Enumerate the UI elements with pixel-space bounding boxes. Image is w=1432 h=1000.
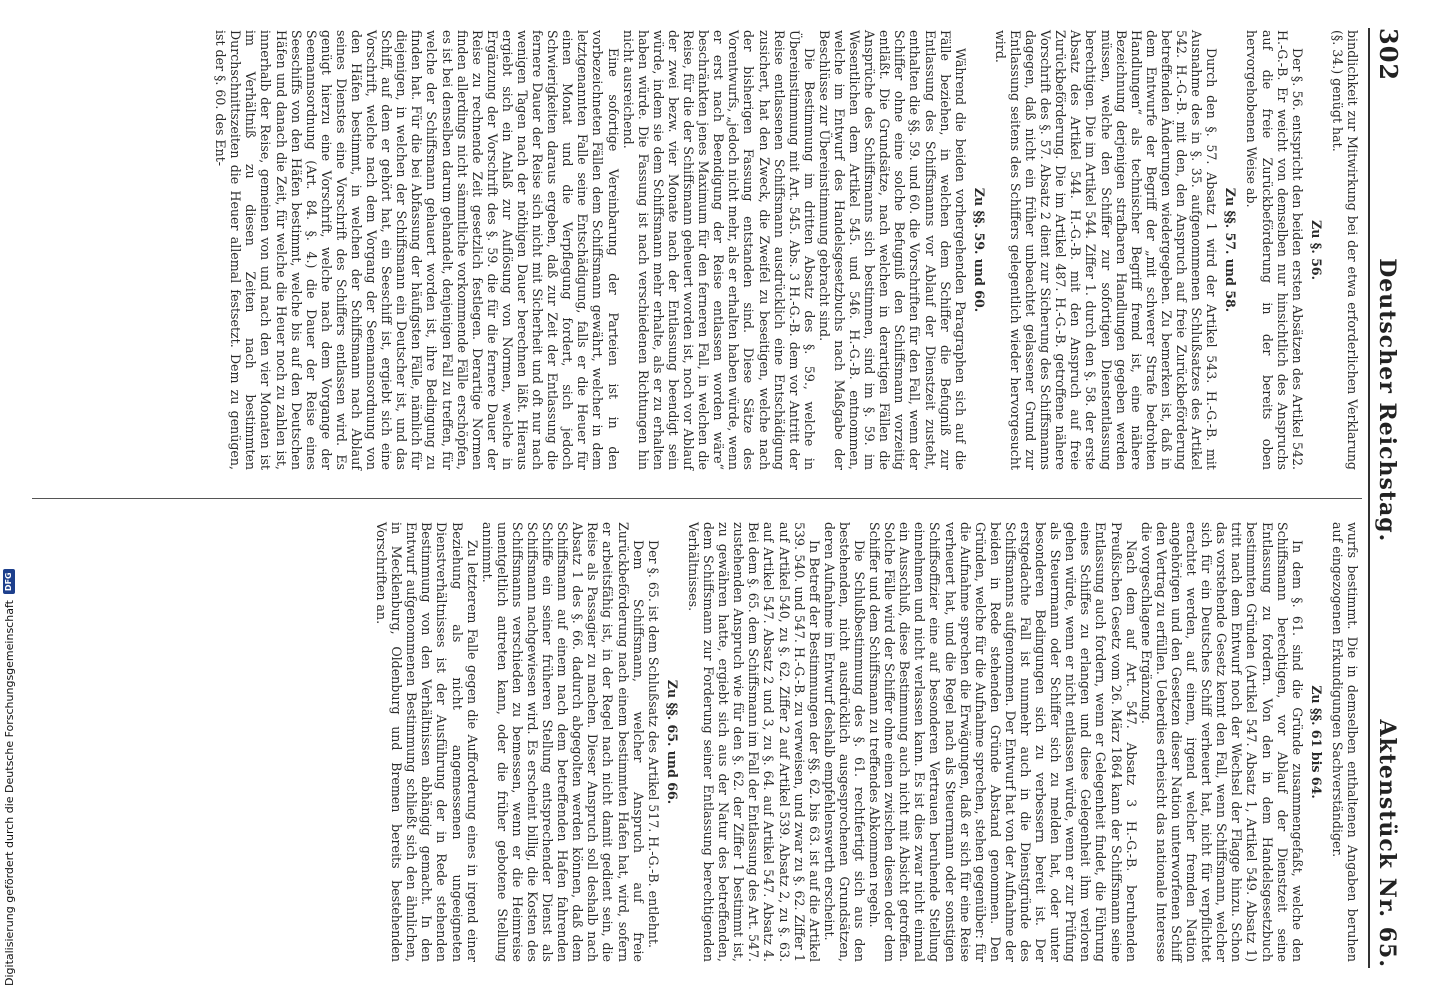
paragraph: wurfs bestimmt. Die in demselben enthaltenen Angaben beruhen auf eingezogenen Erkundigungen Sachverständiger. (1329, 522, 1360, 962)
paragraph: Zu letzterem Falle gegen die Aufforderung eines in irgend einer Beziehung als nicht angemessenen ungeeigneten Dienstverhältnisses ist der Ausführung der in Rede stehenden Bestimmung von den Verhältnissen abhängig gemacht. In den Entwurf aufgenommenen Bestimmung schließt sich den ähnlichen, in Mecklenburg, Oldenburg und Bremen bereits bestehenden Vorschriften an. (374, 522, 480, 962)
paragraph: Die Schlußbestimmung des §. 61. rechtfertigt sich aus den bestehenden, nicht ausdrücklich ausgesprochenen Grundsätzen, deren Aufnahme im Entwurf deshalb empfehlenswerth erscheint. (821, 522, 867, 962)
page-header (1374, 28, 1414, 968)
paragraph: Eine sofortige Vereinbarung der Parteien ist in den vorbezeichneten Fällen dem Schiffsmann gewährt, welcher in dem letztgenannten Falle seine Entschädigung, falls er die Heuer für einen Monat und die Verpflegung fordert, sich jedoch Schwierigkeiten daraus ergeben, daß zur Zeit der Entlassung die fernere Dauer der Reise sich nicht mit Sicherheit und oft nur nach wenigen Tagen nach der nöthigen Dauer berechnen läßt. Hieraus ergiebt sich ein Anlaß zur Auflösung von Normen, welche in Ergänzung der Vorschrift des §. 59. die für die fernere Dauer der Reise zu rechnende Zeit gesetzlich festlegen. Derartige Normen finden allerdings nicht sämmtliche vorkommende Fälle erschöpfen, es ist bei denselben darum gehandelt, denjenigen Fall zu treffen, für welche der Schiffsmann gehauert worden ist, ihre Bedingung zu finden hat. Für die bei Abfassung der häufigsten Fälle, nämlich für diejenigen, in welchen der Schiffsmann ein Deutscher ist, und das Schiff, auf dem er gehört hat, ein Seeschiff ist, ergiebt sich eine Vorschrift, welche nach dem Vorgang der Seemannsordnung von den Häfen bestimmt, in welchen der Schiffsmann nach Ablauf seines Dienstes eine Vorschrift des Schiffers entlassen wird. Es genügt hierzu eine Vorschrift, welche nach dem Vorgange der Seemannsordnung (Art. 84. §. 4.) die Dauer der Reise eines Seeschiffs von den Häfen bestimmt, welche bis auf den Deutschen Häfen und danach die Zeit, für welche die Heuer noch zu zahlen ist, innerhalb der Reise, gemeinen von und nach den vier Monaten ist im Verhältniß zu diesen Zeiten nach bestimmten Durchschnittszeiten die Heuer allemal festsetzt. Dem zu genügen, ist der §. 60. des Ent- (213, 30, 621, 470)
paragraph: Nach dem auf Art. 547. Absatz 3 H.-G.-B. beruhenden Preußischen Gesetz vom 26. März 1864 kann der Schiffsmann seine Entlassung auch fordern, wenn er Gelegenheit findet, die Führung eines Schiffes zu erlangen und diese Gelegenheit ihm verloren gehen würde, wenn er nicht entlassen würde, wenn er zur Prüfung als Steuermann oder Schiffer sich zu melden hat, oder unter besonderen Bedingungen sich zu verbessern bereit ist. Der erstgedachte Fall ist nunmehr auch in die Dienstgründe des Schiffsmanns aufgenommen. Der Entwurf hat von der Aufnahme der beiden in Rede stehenden Gründe Abstand genommen. Den Gründen, welche für die Aufnahme sprechen, stehen gegenüber: für die Aufnahme sprechen die Erwägungen, daß er sich für eine Reise verheuert hat, und die Regel nach als Steuermann oder sonstigen Schiffsoffizier eine auf besonderen Vertrauen beruhende Stellung einnehmen und nicht verlassen kann. Es ist dies zwar nicht einmal ein Ausschluß, diese Bestimmung auch nicht mit Absicht getroffen. Solche Fälle wird der Schiffer ohne einen zwischen diesen oder dem Schiffer und dem Schiffsmann zu treffendes Abkommen regeln. (867, 522, 1139, 962)
digitization-text: Digitalisierung gefördert durch die Deutsche Forschungsgemeinschaft (2, 600, 16, 986)
paragraph: Der §. 65. ist dem Schlußsatz des Artikel 517. H.-G.-B. entlehnt. (645, 540, 661, 949)
paragraph: Durch den §. 57. Absatz 1 wird der Artikel 543. H.-G.-B. mit Ausnahme des in §. 35. aufgenommenen Schlußsatzes des Artikel 542. H.-G.-B. mit den, den Anspruch auf freie Zurückbeförderung betreffenden Änderungen wiedergegeben. Zu bemerken ist, daß in dem Entwurfe der Begriff der „mit schwerer Strafe bedrohten Handlungen“ als technischer Begriff fremd ist, eine nähere Bezeichnung derjenigen strafbaren Handlungen gegeben werden müssen, welche den Schiffer zur sofortigen Dienstentlassung berechtigen. Die im Artikel 544. Ziffer 1. durch den §. 58. der erste Absatz des Artikel 544. H.-G.-B. mit den Anspruch auf freie Zurückbeförderung. Die im Artikel 487. H.-G.-B. getroffene nähere Vorschrift des §. 57. Absatz 2 dient zur Sicherung des Schiffsmanns dagegen, daß nicht ein früher unbeachtet gelassener Grund zur Entlassung seitens des Schiffers gelegentlich wieder hervorgesucht wird. (992, 30, 1220, 470)
right-column (374, 522, 1360, 962)
section-heading: Zu §. 56. (1308, 220, 1324, 280)
column-divider (32, 498, 1362, 499)
paragraph: Die Bestimmung im dritten Absatz des §. 59., welche in Übereinstimmung mit Art. 545. Abs. 3 H.-G.-B. dem vor Antritt der Reise entlassenen Schiffsmann ausdrücklich eine Entschädigung zusichert, hat den Zweck, die Zweifel zu beseitigen, welche nach der bisherigen Fassung entstanden sind. Diese Sätze des Vorentwurfs, „jedoch nicht mehr, als er erhalten haben würde, wenn er erst nach Beendigung der Reise entlassen worden wäre“ beschränkten jenes Maximum für den ferneren Fall, in welchen die Reise, für die der Schiffsmann geheuert worden ist, noch vor Ablauf der zwei bezw. vier Monate nach der Entlassung beendigt sein würde, indem sie dem Schiffsmann mehr erhalte, als er zu erhalten haben würde. Die Fassung ist nach verschiedenen Richtungen hin nicht ausreichend. (620, 30, 817, 470)
section-heading: Zu §§. 65. und 66. (664, 679, 680, 805)
paragraph: Dem Schiffsmann, welcher Anspruch auf freie Zurückbeförderung nach einem bestimmten Hafen hat, wird, sofern er arbeitsfähig ist, in der Regel nach nicht damit gedient sein, die Reise als Passagier zu machen. Dieser Anspruch soll deshalb nach Absatz 1 des §. 66. dadurch abgegolten werden können, daß dem Schiffsmann auf einem nach dem betreffenden Hafen fahrenden Schiffe ein seiner früheren Stellung entsprechender Dienst als Schiffsmann nachgewiesen wird. Es erscheint billig, die Kosten des Schiffsmanns verschieden zu bemessen, wenn er die Heimreise unentgeltlich antreten kann, oder die früher gebotene Stellung annimmt. (479, 522, 646, 962)
paragraph: bindlichkeit zur Mitwirkung bei der etwa erforderlichen Verklarung (§. 34.) genügt hat. (1329, 30, 1360, 470)
section-heading: Zu §§. 59. und 60. (971, 187, 987, 313)
paragraph: Der §. 56. entspricht den beiden ersten Absätzen des Artikel 542. H.-G.-B. Er weicht von demselben nur hinsichtlich des Anspruchs auf die freie Zurückbeförderung in der bereits oben hervorgehobenen Weise ab. (1244, 30, 1305, 470)
dfg-logo-icon: DFG (3, 569, 15, 594)
digitization-note (0, 0, 18, 1000)
section-heading: Zu §§. 61 bis 64. (1308, 685, 1324, 799)
running-title: Deutscher Reichstag. (1374, 258, 1400, 543)
paragraph: In Betreff der Bestimmungen der §§. 62. bis 63. ist auf die Artikel 539. 540. und 547. H.-G.-B. zu verweisen, und zwar zu §. 62. Ziffer 1 auf Artikel 540, zu §. 62. Ziffer 2 auf Artikel 539. Absatz 2, zu §. 63. auf Artikel 547. Absatz 2 und 3, zu §. 64. auf Artikel 547. Absatz 4. Bei dem §. 65. dem Schiffsmann im Fall der Entlassung des Art. 547. zustehenden Anspruch wie für den §. 62. der Ziffer 1 bestimmt ist, zu gewähren hatte, ergiebt sich aus der Natur des betreffenden, dem Schiffsmann zur Forderung seiner Entlassung berechtigenden Verhältnisses. (685, 522, 822, 962)
header-rule (1368, 28, 1370, 968)
section-heading: Zu §§. 57. und 58. (1223, 187, 1239, 313)
paragraph: In dem §. 61. sind die Gründe zusammengefaßt, welche den Schiffsmann berechtigen, vor Ablauf der Dienstzeit seine Entlassung zu fordern. Von den in dem Handelsgesetzbuch bestimmten Gründen (Artikel 547. Absatz 1, Artikel 549. Absatz 1) tritt nach dem Entwurf noch der Wechsel der Flagge hinzu. Schon das vorstehende Gesetz kennt den Fall, wenn Schiffsmann, welcher sich für ein Deutsches Schiff verheuert hat, nicht für verpflichtet erachtet werden, auf einem, irgend welcher fremden Nation angehörigen und den Gesetzen dieser Nation unterworfenen Schiff den Vertrag zu erfüllen. Ueberdies erheischt das nationale Interesse die vorgeschlagene Ergänzung. (1138, 522, 1305, 962)
left-column (213, 30, 1360, 470)
paragraph: Während die beiden vorhergehenden Paragraphen sich auf die Fälle beziehen, in welchen dem Schiffer die Befugniß zur Entlassung des Schiffsmanns vor Ablauf der Dienstzeit zusteht, enthalten die §§. 59. und 60. die Vorschriften für den Fall, wenn der Schiffer ohne eine solche Befugniß den Schiffsmann vorzeitig entläßt. Die Grundsätze, nach welchen in derartigen Fällen die Ansprüche des Schiffsmanns sich bestimmen, sind im §. 59. im Wesentlichen dem Artikel 545. und 546. H.-G.-B. entnommen, welche im Entwurf des Handelsgesetzbuchs nach Maßgabe der Beschlüsse zur Übereinstimmung gebracht sind. (816, 30, 968, 470)
appendix-label: Aktenstück Nr. 65. (1374, 719, 1400, 968)
page-number: 302 (1374, 28, 1403, 82)
